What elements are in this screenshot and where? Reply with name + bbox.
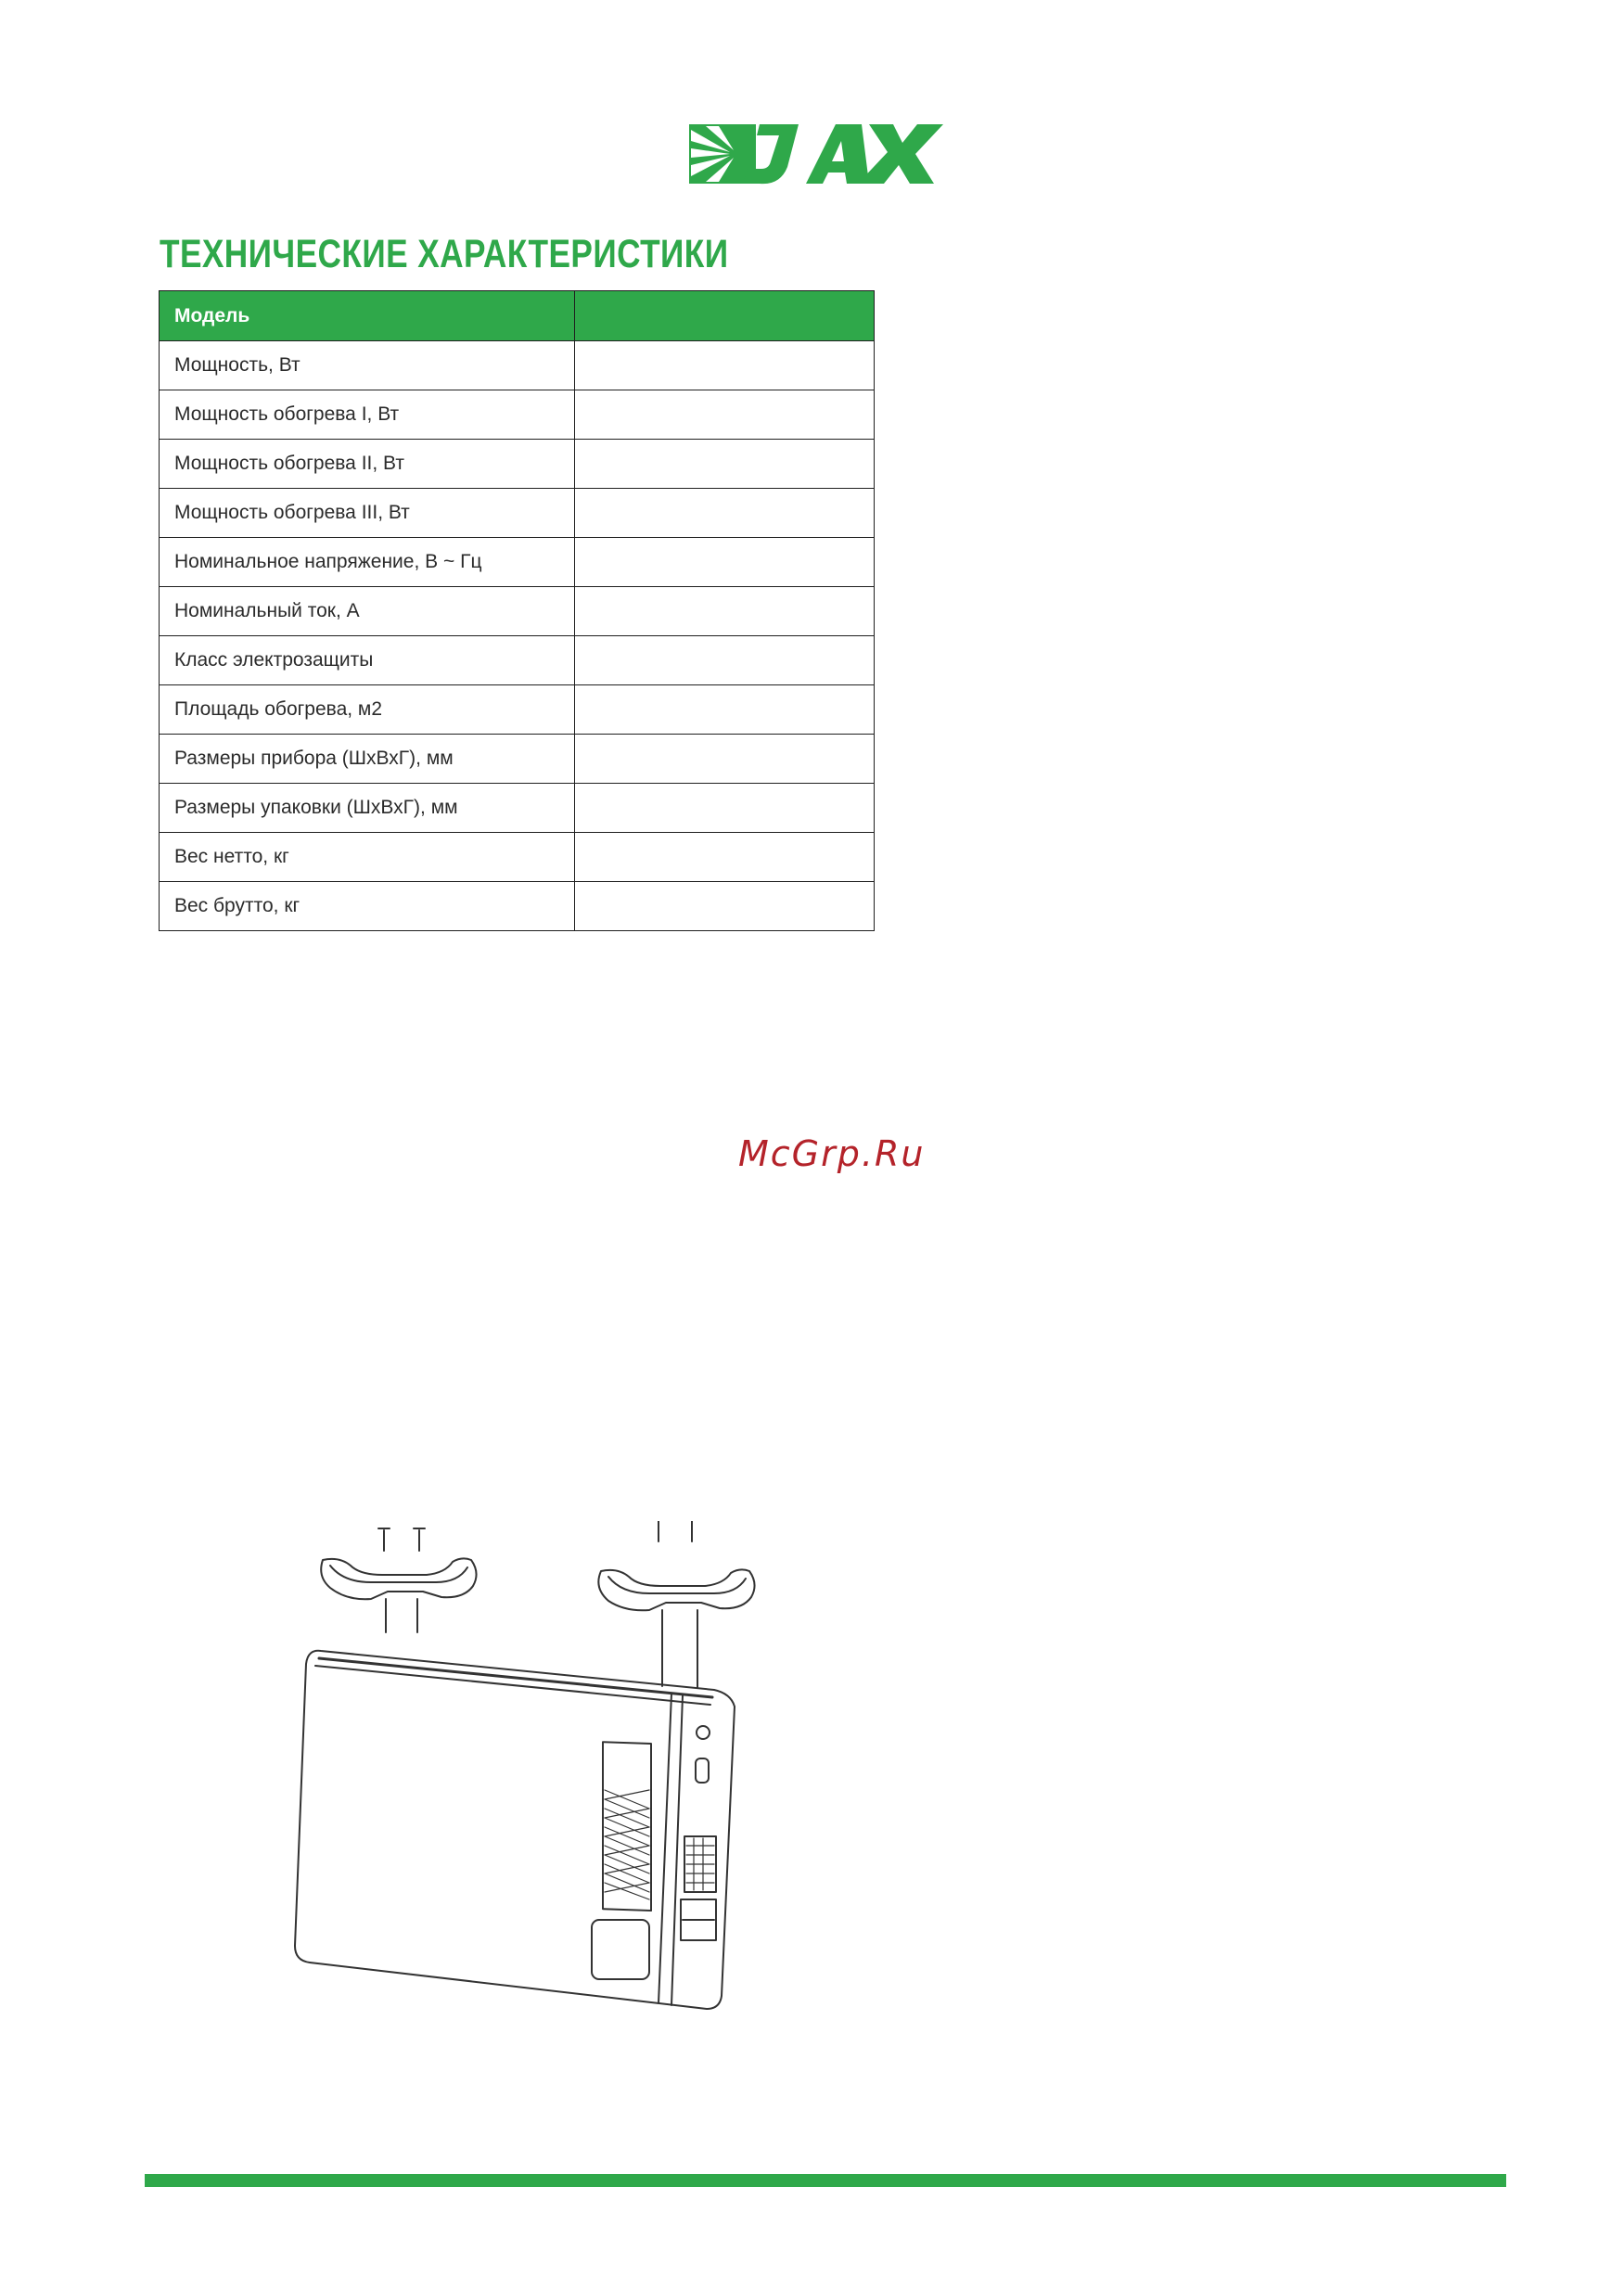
row-value xyxy=(575,538,875,587)
row-label: Класс электрозащиты xyxy=(160,636,575,685)
row-label: Размеры прибора (ШхВхГ), мм xyxy=(160,735,575,784)
table-row xyxy=(160,538,875,587)
table-row xyxy=(160,341,875,390)
specs-table xyxy=(159,290,875,931)
header-model-value xyxy=(575,291,875,341)
table-row xyxy=(160,784,875,833)
row-label: Мощность обогрева I, Вт xyxy=(160,390,575,440)
table-row xyxy=(160,685,875,735)
row-label: Номинальный ток, А xyxy=(160,587,575,636)
row-value xyxy=(575,587,875,636)
row-label: Площадь обогрева, м2 xyxy=(160,685,575,735)
row-label: Размеры упаковки (ШхВхГ), мм xyxy=(160,784,575,833)
row-label: Мощность, Вт xyxy=(160,341,575,390)
page-title: ТЕХНИЧЕСКИЕ ХАРАКТЕРИСТИКИ xyxy=(160,232,729,276)
row-value xyxy=(575,685,875,735)
row-label: Вес нетто, кг xyxy=(160,833,575,882)
row-label: Вес брутто, кг xyxy=(160,882,575,931)
row-label: Номинальное напряжение, В ~ Гц xyxy=(160,538,575,587)
table-row xyxy=(160,440,875,489)
jax-logo xyxy=(687,121,965,187)
table-row xyxy=(160,489,875,538)
row-value xyxy=(575,833,875,882)
table-row xyxy=(160,587,875,636)
table-header-row xyxy=(160,291,875,341)
row-value xyxy=(575,489,875,538)
row-value xyxy=(575,784,875,833)
row-label: Мощность обогрева III, Вт xyxy=(160,489,575,538)
row-value xyxy=(575,735,875,784)
row-value xyxy=(575,882,875,931)
footer-green-bar xyxy=(145,2174,1506,2187)
table-row xyxy=(160,735,875,784)
table-row xyxy=(160,390,875,440)
table-row xyxy=(160,636,875,685)
row-value xyxy=(575,390,875,440)
watermark-text: McGrp.Ru xyxy=(738,1133,926,1174)
row-value xyxy=(575,341,875,390)
header-model-label: Модель xyxy=(160,291,575,341)
heater-with-feet-assembly-drawing-icon xyxy=(278,1521,779,2059)
row-value xyxy=(575,636,875,685)
row-value xyxy=(575,440,875,489)
table-row xyxy=(160,882,875,931)
row-label: Мощность обогрева II, Вт xyxy=(160,440,575,489)
table-row xyxy=(160,833,875,882)
